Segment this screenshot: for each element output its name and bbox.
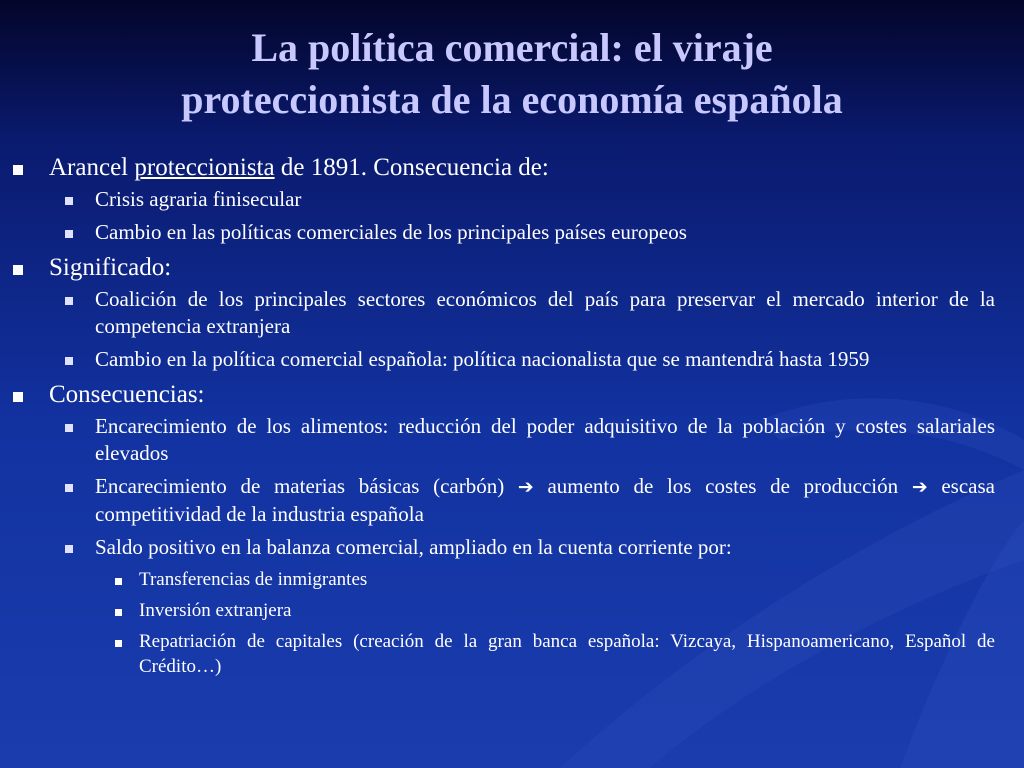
square-bullet-icon <box>13 265 23 275</box>
square-bullet-icon <box>13 165 23 175</box>
sub-bullet-text: escasa competitividad de la industria española <box>95 474 995 526</box>
bullet-text: Consecuencias: <box>49 381 205 408</box>
sub-bullet-text: Saldo positivo en la balanza comercial, ampliado en la cuenta corriente por: <box>95 535 732 559</box>
sub-bullet-crisis <box>10 186 995 213</box>
square-bullet-icon <box>115 609 122 616</box>
sub-bullet-text: Coalición de los principales sectores económicos del país para preservar el mercado interior de la competencia extranjera <box>95 287 995 338</box>
slide-title <box>40 22 984 126</box>
sub-bullet-cambio-politicas <box>10 219 995 246</box>
sub-sub-bullet-transferencias <box>10 567 995 592</box>
bullet-list <box>10 152 995 685</box>
sub-sub-bullet-inversion <box>10 598 995 623</box>
sub-bullet-saldo <box>10 534 995 561</box>
sub-sub-bullet-repatriacion <box>10 629 995 679</box>
sub-bullet-text: Crisis agraria finisecular <box>95 187 302 211</box>
square-bullet-icon <box>65 230 73 238</box>
title-line-1: La política comercial: el viraje <box>251 25 773 70</box>
title-line-2: proteccionista de la economía española <box>181 77 843 122</box>
square-bullet-icon <box>65 545 73 553</box>
square-bullet-icon <box>65 297 73 305</box>
square-bullet-icon <box>65 484 73 492</box>
sub-bullet-cambio-politica <box>10 346 995 373</box>
sub-bullet-text: Encarecimiento de los alimentos: reducción del poder adquisitivo de la población y costes salariales elevados <box>95 414 995 465</box>
bullet-consecuencias <box>10 379 995 411</box>
sub-bullet-coalicion <box>10 286 995 340</box>
square-bullet-icon <box>65 424 73 432</box>
bullet-text: Significado: <box>49 254 172 281</box>
sub-bullet-alimentos <box>10 413 995 467</box>
bullet-text: de 1891. Consecuencia de: <box>274 154 549 181</box>
square-bullet-icon <box>115 578 122 585</box>
sub-bullet-text: Cambio en la política comercial española: política nacionalista que se mantendrá hasta 1959 <box>95 347 870 371</box>
sub-sub-bullet-text: Inversión extranjera <box>139 600 292 621</box>
proteccionista-link[interactable]: proteccionista <box>134 154 275 181</box>
bullet-significado <box>10 252 995 284</box>
square-bullet-icon <box>65 197 73 205</box>
square-bullet-icon <box>13 392 23 402</box>
sub-bullet-text: Cambio en las políticas comerciales de los principales países europeos <box>95 220 687 244</box>
bullet-arancel <box>10 152 995 184</box>
sub-bullet-text: Encarecimiento de materias básicas (carbón) <box>95 474 518 498</box>
bullet-text: Arancel <box>49 154 135 181</box>
sub-sub-bullet-text: Transferencias de inmigrantes <box>139 569 368 590</box>
right-arrow-icon: ➔ <box>517 476 534 498</box>
sub-sub-bullet-text: Repatriación de capitales (creación de la gran banca española: Vizcaya, Hispanoamericano, Español de Crédito…) <box>139 631 995 677</box>
square-bullet-icon <box>65 357 73 365</box>
sub-bullet-text: aumento de los costes de producción <box>533 474 912 498</box>
right-arrow-icon: ➔ <box>911 476 928 498</box>
square-bullet-icon <box>115 640 122 647</box>
sub-bullet-materias <box>10 473 995 528</box>
